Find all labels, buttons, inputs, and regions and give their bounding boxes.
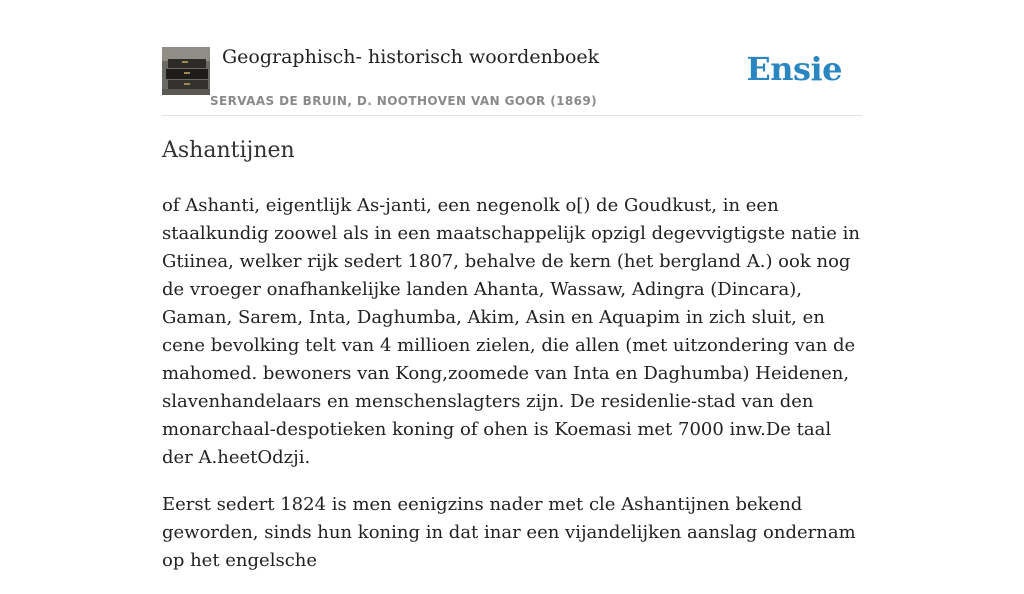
entry-paragraph: Eerst sedert 1824 is men eenigzins nader met cle Ashantijnen bekend geworden, sinds hun koning in dat inar een vijandelijken aanslag ondernam op het engelsche [162, 494, 856, 571]
brand-logo[interactable]: Ensie [746, 50, 842, 88]
source-header [162, 40, 862, 116]
entry-body [162, 192, 862, 594]
book-title[interactable]: Geographisch- historisch woordenboek [222, 46, 600, 68]
entry-title: Ashantijnen [162, 138, 295, 163]
book-cover-icon [162, 47, 210, 95]
book-author: SERVAAS DE BRUIN, D. NOOTHOVEN VAN GOOR (1869) [210, 94, 598, 108]
entry-paragraph: of Ashanti, eigentlijk As-janti, een negenolk o[) de Goudkust, in een staalkundig zoowel als in een maatschappelijk opzigl degevvigtigste natie in Gtiinea, welker rijk sedert 1807, behalve de kern (het bergland A.) ook nog de vroeger onafhankelijke landen Ahanta, Wassaw, Adingra (Dincara), Gaman, Sarem, Inta, Daghumba, Akim, Asin en Aquapim in zich sluit, en cene bevolking telt van 4 millioen zielen, die allen (met uitzondering van de mahomed. bewoners van Kong,zoomede van Inta en Daghumba) Heidenen, slavenhandelaars en menschenslagters zijn. De residenlie-stad van den monarchaal-despotieken koning of ohen is Koemasi met 7000 inw.De taal der A.heetOdzji. [162, 195, 860, 468]
book-cover-avatar[interactable] [162, 47, 210, 95]
